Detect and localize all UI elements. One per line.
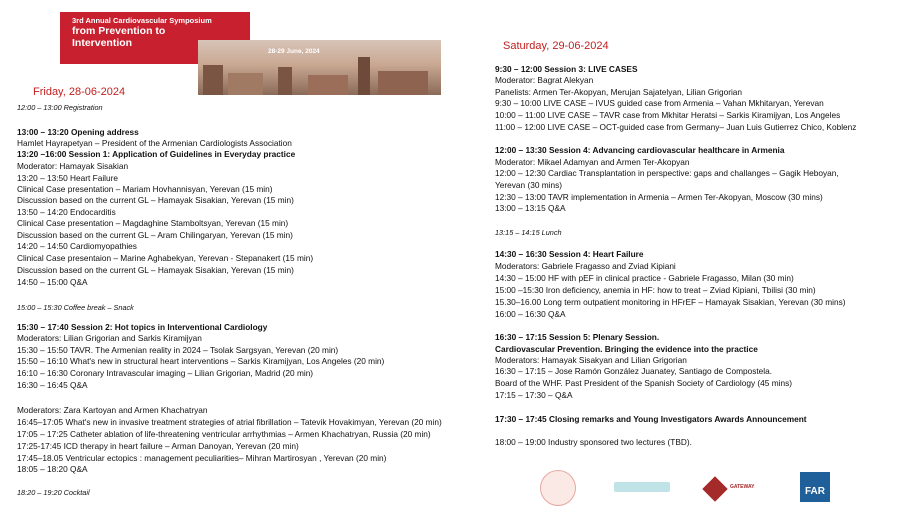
banner-date: 28-29 June, 2024 [268, 48, 320, 55]
day1-line: 16:45–17:05 What's new in invasive treatment strategies of atrial fibrillation – Tatevik Hovakimyan, Yerevan (20 min) [17, 417, 442, 427]
day1-line: 17:05 – 17:25 Catheter ablation of life-threatening ventricular arrhythmias – Armen Khachatryan, Russia (20 min) [17, 429, 431, 439]
day1-line: 13:00 – 13:20 Opening address [17, 127, 139, 137]
day2-line: 12:00 – 12:30 Cardiac Transplantation in perspective: gaps and challanges – Gagik Heboyan, [495, 168, 839, 178]
day2-line: 18:00 – 19:00 Industry sponsored two lectures (TBD). [495, 437, 692, 447]
day2-line: 13:15 – 14:15 Lunch [495, 228, 562, 237]
day1-line: Moderators: Zara Kartoyan and Armen Khachatryan [17, 405, 208, 415]
day2-line: 11:00 – 12:00 LIVE CASE – OCT-guided case from Germany– Juan Luis Gutierrez Chico, Koblenz [495, 122, 857, 132]
day1-line: Moderator: Hamayak Sisakian [17, 161, 129, 171]
day1-line: Moderators: Lilian Grigorian and Sarkis Kiramijyan [17, 333, 202, 343]
day1-line: 15:50 – 16:10 What's new in structural heart interventions – Sarkis Kiramijyan, Los Angeles (20 min) [17, 356, 385, 366]
day1-line: 15:30 – 17:40 Session 2: Hot topics in Interventional Cardiology [17, 322, 268, 332]
day1-line: 17:25-17:45 ICD therapy in heart failure – Arman Danoyan, Yerevan (20 min) [17, 441, 299, 451]
banner-line1: 3rd Annual Cardiovascular Symposium [72, 16, 212, 25]
gateway-text: GATEWAY [730, 484, 755, 490]
day1-line: 14:20 – 14:50 Cardiomyopathies [17, 241, 137, 251]
day2-line: 15.30–16.00 Long term outpatient monitoring in HFrEF – Hamayak Sisakian, Yerevan (30 mins) [495, 297, 846, 307]
gateway-logo [702, 476, 727, 501]
day1-line: 18:05 – 18:20 Q&A [17, 464, 88, 474]
day1-line: 15:30 – 15:50 TAVR. The Armenian reality in 2024 – Tsolak Sargsyan, Yerevan (20 min) [17, 345, 339, 355]
day2-line: Cardiovascular Prevention. Bringing the evidence into the practice [495, 344, 758, 354]
day2-line: 16:00 – 16:30 Q&A [495, 309, 566, 319]
banner-line3: Intervention [72, 37, 133, 49]
day2-line: 9:30 – 12:00 Session 3: LIVE CASES [495, 64, 638, 74]
day1-line: Clinical Case presentaion – Marine Aghabekyan, Yerevan - Stepanakert (15 min) [17, 253, 314, 263]
day2-line: Board of the WHF. Past President of the Spanish Society of Cardiology (45 mins) [495, 378, 792, 388]
day2-line: 14:30 – 16:30 Session 4: Heart Failure [495, 249, 644, 259]
day1-line: Clinical Case presentation – Magdaghine Stamboltsyan, Yerevan (15 min) [17, 218, 289, 228]
day1-line: 16:10 – 16:30 Coronary Intravascular imaging – Lilian Grigorian, Madrid (20 min) [17, 368, 314, 378]
day1-line: 15:00 – 15:30 Coffee break – Snack [17, 303, 134, 312]
day2-line: Yerevan (30 mins) [495, 180, 563, 190]
day2-line: 12:30 – 13:00 TAVR implementation in Armenia – Armen Ter-Akopyan, Moscow (30 mins) [495, 192, 823, 202]
far-text: FAR [805, 486, 825, 497]
day1-line: 13:50 – 14:20 Endocarditis [17, 207, 116, 217]
day1-title: Friday, 28-06-2024 [33, 86, 126, 98]
day1-line: Discussion based on the current GL – Hamayak Sisakian, Yerevan (15 min) [17, 195, 294, 205]
day1-line: 13:20 –16:00 Session 1: Application of Guidelines in Everyday practice [17, 149, 296, 159]
day2-line: 16:30 – 17:15 Session 5: Plenary Session. [495, 332, 660, 342]
amadea-logo [614, 482, 670, 492]
lotus-logo [540, 470, 576, 506]
day2-line: Moderator: Mikael Adamyan and Armen Ter-Akopyan [495, 157, 690, 167]
day2-line: 15:00 –15:30 Iron deficiency, anemia in HF: how to treat – Zviad Kipiani, Tbilisi (30 min) [495, 285, 816, 295]
day2-title: Saturday, 29-06-2024 [503, 40, 609, 52]
day2-line: Moderators: Gabriele Fragasso and Zviad Kipiani [495, 261, 676, 271]
day1-line: Discussion based on the current GL – Aram Chilingaryan, Yerevan (15 min) [17, 230, 293, 240]
day1-line: Hamlet Hayrapetyan – President of the Armenian Cardiologists Association [17, 138, 292, 148]
sponsor-logos [520, 466, 860, 506]
day2-line: Panelists: Armen Ter-Akopyan, Merujan Sajatelyan, Lilian Grigorian [495, 87, 743, 97]
far-logo [800, 472, 830, 502]
day2-line: 14:30 – 15:00 HF with pEF in clinical practice - Gabriele Fragasso, Milan (30 min) [495, 273, 794, 283]
day2-line: Moderators: Hamayak Sisakyan and Lilian Grigorian [495, 355, 687, 365]
city-photo [198, 40, 441, 95]
day1-line: 16:30 – 16:45 Q&A [17, 380, 88, 390]
day2-line: 17:30 – 17:45 Closing remarks and Young Investigators Awards Announcement [495, 414, 807, 424]
day1-line: Clinical Case presentation – Mariam Hovhannisyan, Yerevan (15 min) [17, 184, 273, 194]
day2-line: 17:15 – 17:30 – Q&A [495, 390, 573, 400]
day2-line: Moderator: Bagrat Alekyan [495, 75, 594, 85]
day1-line: Discussion based on the current GL – Hamayak Sisakian, Yerevan (15 min) [17, 265, 294, 275]
day2-line: 12:00 – 13:30 Session 4: Advancing cardiovascular healthcare in Armenia [495, 145, 785, 155]
day1-line: 18:20 – 19:20 Cocktail [17, 488, 90, 497]
day2-line: 16:30 – 17:15 – Jose Ramón González Juanatey, Santiago de Compostela. [495, 366, 773, 376]
day1-line: 13:20 – 13:50 Heart Failure [17, 173, 119, 183]
day2-line: 13:00 – 13:15 Q&A [495, 203, 566, 213]
banner-line2: from Prevention to [72, 25, 166, 37]
day2-line: 10:00 – 11:00 LIVE CASE – TAVR case from Mkhitar Heratsi – Sarkis Kiramijyan, Los Angeles [495, 110, 841, 120]
day1-line: 17:45–18.05 Ventricular ectopics : management peculiarities– Mihran Martirosyan , Yerevan (20 min) [17, 453, 387, 463]
day1-line: 12:00 – 13:00 Registration [17, 103, 103, 112]
day1-line: 14:50 – 15:00 Q&A [17, 277, 88, 287]
day2-line: 9:30 – 10:00 LIVE CASE – IVUS guided case from Armenia – Vahan Mkhitaryan, Yerevan [495, 98, 824, 108]
